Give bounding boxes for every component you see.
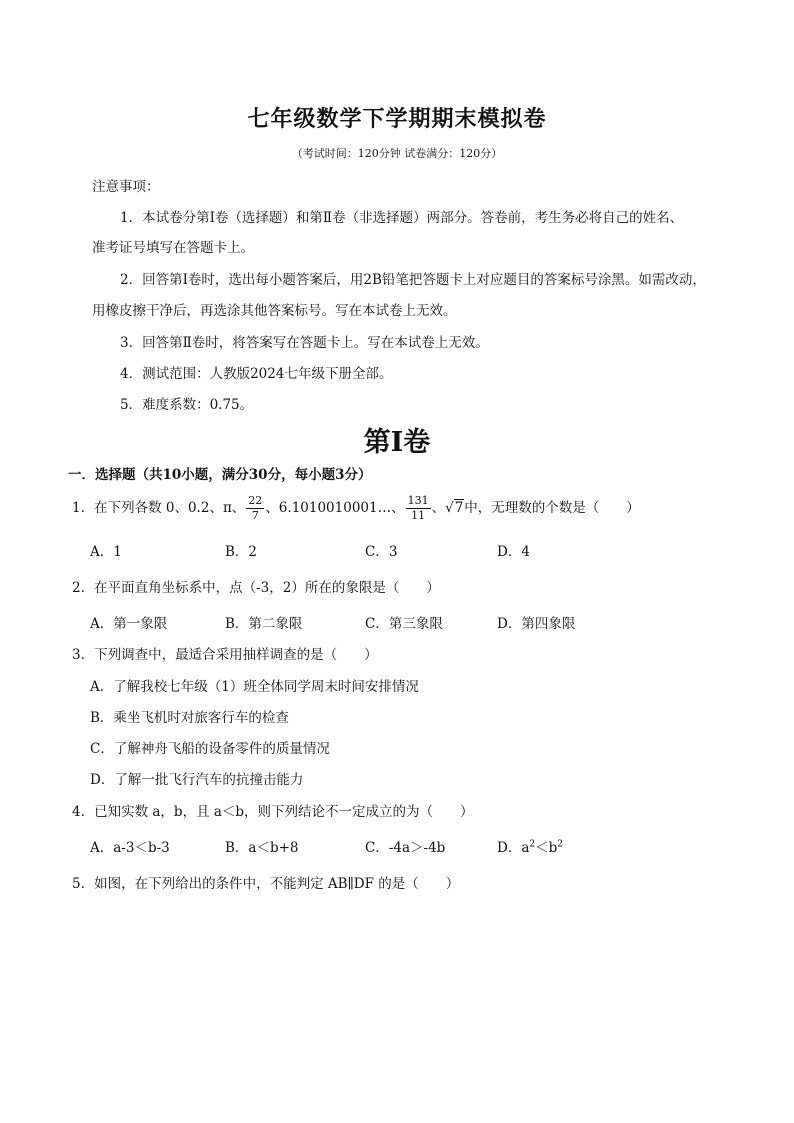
q4-d-exponent: 2 [557, 839, 563, 850]
q2-option-a[interactable]: A．第一象限 [90, 616, 168, 632]
q2-option-b[interactable]: B．第二象限 [225, 616, 303, 632]
sqrt-7 [445, 500, 464, 516]
q2-option-d[interactable]: D．第四象限 [497, 616, 576, 632]
q1-option-c[interactable]: C．3 [365, 544, 398, 560]
q3-option-c[interactable]: C．了解神舟飞船的设备零件的质量情况 [90, 741, 330, 757]
q4-option-d[interactable] [497, 836, 563, 856]
note-item: 5．难度系数：0.75。 [120, 397, 254, 413]
fraction-22-7 [246, 494, 264, 523]
q4-d-exponent: 2 [529, 839, 536, 850]
q2-option-c[interactable]: C．第三象限 [365, 616, 443, 632]
sqrt-symbol: √ [445, 500, 454, 516]
part-heading: 一．选择题（共10小题，满分30分，每小题3分） [68, 467, 372, 483]
exam-subtitle: （考试时间：120分钟 试卷满分：120分） [291, 147, 503, 160]
q1-option-b[interactable]: B．2 [225, 544, 258, 560]
q4-option-b[interactable]: B．a＜b+8 [225, 840, 299, 856]
question-4-stem: 4．已知实数 a，b，且 a＜b，则下列结论不一定成立的为（ ） [72, 804, 474, 820]
fraction-denominator: 7 [251, 509, 259, 522]
fraction-numerator: 22 [248, 494, 263, 507]
q1-option-a[interactable]: A．1 [90, 544, 122, 560]
note-item: 1．本试卷分第Ⅰ卷（选择题）和第Ⅱ卷（非选择题）两部分。答卷前，考生务必将自己的姓名、 [120, 210, 684, 226]
q3-option-b[interactable]: B．乘坐飞机时对旅客行车的检查 [90, 710, 289, 726]
note-item: 4．测试范围：人教版2024七年级下册全部。 [120, 366, 393, 382]
fraction-denominator: 11 [411, 509, 426, 522]
q4-option-c[interactable]: C．-4a＞-4b [365, 840, 446, 856]
q4-d-mid: ＜b [535, 840, 558, 856]
q1-mid: 、6.1010010001…、 [265, 500, 405, 516]
question-2-stem: 2．在平面直角坐标系中，点（-3，2）所在的象限是（ ） [72, 580, 440, 596]
q3-option-d[interactable]: D．了解一批飞行汽车的抗撞击能力 [90, 772, 304, 788]
q4-d-prefix: D．a [497, 840, 530, 856]
question-5-stem: 5．如图，在下列给出的条件中，不能判定 AB∥DF 的是（ ） [72, 876, 460, 892]
note-item: 用橡皮擦干净后，再选涂其他答案标号。写在本试卷上无效。 [92, 303, 457, 319]
fraction-131-11 [406, 494, 431, 523]
question-3-stem: 3．下列调查中，最适合采用抽样调查的是（ ） [72, 647, 378, 663]
q3-option-a[interactable]: A．了解我校七年级（1）班全体同学周末时间安排情况 [90, 679, 419, 695]
note-item: 准考证号填写在答题卡上。 [92, 240, 254, 256]
q4-option-a[interactable]: A．a-3＜b-3 [90, 840, 170, 856]
q1-option-d[interactable]: D．4 [497, 544, 530, 560]
notes-heading: 注意事项： [92, 179, 160, 195]
q1-suffix: 中，无理数的个数是（ ） [464, 500, 640, 516]
q1-sep: 、 [431, 500, 446, 516]
note-item: 2．回答第Ⅰ卷时，选出每小题答案后，用2B铅笔把答题卡上对应题目的答案标号涂黑。如需改动， [120, 272, 706, 288]
fraction-numerator: 131 [407, 494, 429, 507]
note-item: 3．回答第Ⅱ卷时，将答案写在答题卡上。写在本试卷上无效。 [120, 335, 489, 351]
q1-prefix: 1．在下列各数 0、0.2、π、 [72, 500, 246, 516]
exam-title: 七年级数学下学期期末模拟卷 [247, 106, 547, 132]
question-1-stem [72, 494, 640, 523]
section-title: 第Ⅰ卷 [363, 427, 431, 458]
sqrt-radicand: 7 [454, 500, 464, 516]
